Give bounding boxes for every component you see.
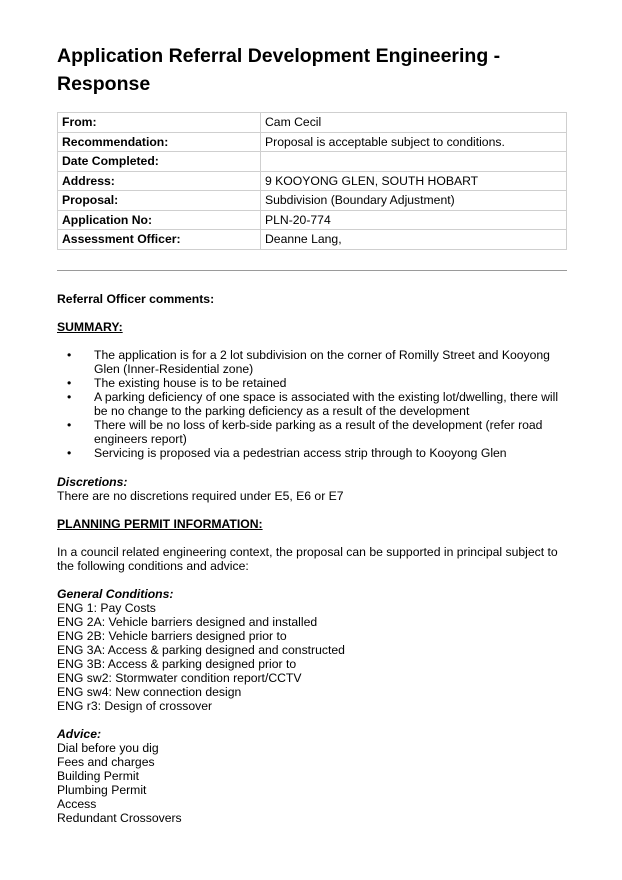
advice-line: Redundant Crossovers: [57, 811, 182, 825]
table-row: [58, 152, 567, 172]
application-no-label: Application No:: [58, 210, 261, 230]
advice-heading: Advice:: [57, 727, 102, 741]
comments-heading: Referral Officer comments:: [57, 292, 215, 306]
condition-line: ENG sw4: New connection design: [57, 685, 242, 699]
bullet-icon: •: [67, 348, 72, 362]
bullet-icon: •: [67, 446, 72, 460]
from-value: Cam Cecil: [261, 113, 567, 133]
list-item: [57, 390, 569, 418]
date-completed-label: Date Completed:: [58, 152, 261, 172]
summary-heading: SUMMARY:: [57, 320, 123, 334]
table-row: [58, 210, 567, 230]
horizontal-divider: [57, 270, 567, 271]
assessment-officer-label: Assessment Officer:: [58, 230, 261, 250]
list-item: [57, 418, 569, 446]
list-item-text: Servicing is proposed via a pedestrian access strip through to Kooyong Glen: [94, 446, 507, 460]
advice-line: Dial before you dig: [57, 741, 159, 755]
condition-line: ENG 2A: Vehicle barriers designed and installed: [57, 615, 318, 629]
proposal-label: Proposal:: [58, 191, 261, 211]
permit-text: In a council related engineering context, the proposal can be supported in principal subject to the following conditions and advice:: [57, 545, 558, 573]
bullet-icon: •: [67, 376, 72, 390]
table-row: [58, 132, 567, 152]
general-conditions-heading: General Conditions:: [57, 587, 174, 601]
document-title: Application Referral Development Engineering - Response: [57, 45, 501, 95]
address-value: 9 KOOYONG GLEN, SOUTH HOBART: [261, 171, 567, 191]
table-row: [58, 113, 567, 133]
referral-comments-section: [57, 292, 569, 825]
from-label: From:: [58, 113, 261, 133]
table-row: [58, 191, 567, 211]
list-item-text: There will be no loss of kerb-side parking as a result of the development (refer road engineers report): [94, 418, 543, 446]
condition-line: ENG 2B: Vehicle barriers designed prior to: [57, 629, 287, 643]
condition-line: ENG 3A: Access & parking designed and constructed: [57, 643, 345, 657]
list-item: [57, 446, 569, 460]
table-row: [58, 230, 567, 250]
bullet-icon: •: [67, 418, 72, 432]
recommendation-value: Proposal is acceptable subject to conditions.: [261, 132, 567, 152]
list-item-text: The application is for a 2 lot subdivision on the corner of Romilly Street and Kooyong Glen (Inner-Residential zone): [94, 348, 550, 376]
list-item-text: A parking deficiency of one space is associated with the existing lot/dwelling, there will be no change to the parking deficiency as a result of the development: [94, 390, 559, 418]
condition-line: ENG r3: Design of crossover: [57, 699, 213, 713]
date-completed-value: [261, 152, 567, 172]
discretions-heading: Discretions:: [57, 475, 128, 489]
discretions-text: There are no discretions required under E5, E6 or E7: [57, 489, 344, 503]
advice-line: Access: [57, 797, 97, 811]
list-item-text: The existing house is to be retained: [94, 376, 287, 390]
summary-list: [57, 348, 569, 460]
table-row: [58, 171, 567, 191]
application-info-table: [57, 112, 567, 250]
proposal-value: Subdivision (Boundary Adjustment): [261, 191, 567, 211]
advice-line: Plumbing Permit: [57, 783, 147, 797]
advice-line: Building Permit: [57, 769, 139, 783]
recommendation-label: Recommendation:: [58, 132, 261, 152]
advice-line: Fees and charges: [57, 755, 155, 769]
assessment-officer-value: Deanne Lang,: [261, 230, 567, 250]
condition-line: ENG 1: Pay Costs: [57, 601, 156, 615]
condition-line: ENG 3B: Access & parking designed prior to: [57, 657, 297, 671]
application-no-value: PLN-20-774: [261, 210, 567, 230]
condition-line: ENG sw2: Stormwater condition report/CCTV: [57, 671, 302, 685]
list-item: [57, 348, 569, 376]
permit-heading: PLANNING PERMIT INFORMATION:: [57, 517, 263, 531]
address-label: Address:: [58, 171, 261, 191]
list-item: [57, 376, 569, 390]
bullet-icon: •: [67, 390, 72, 404]
